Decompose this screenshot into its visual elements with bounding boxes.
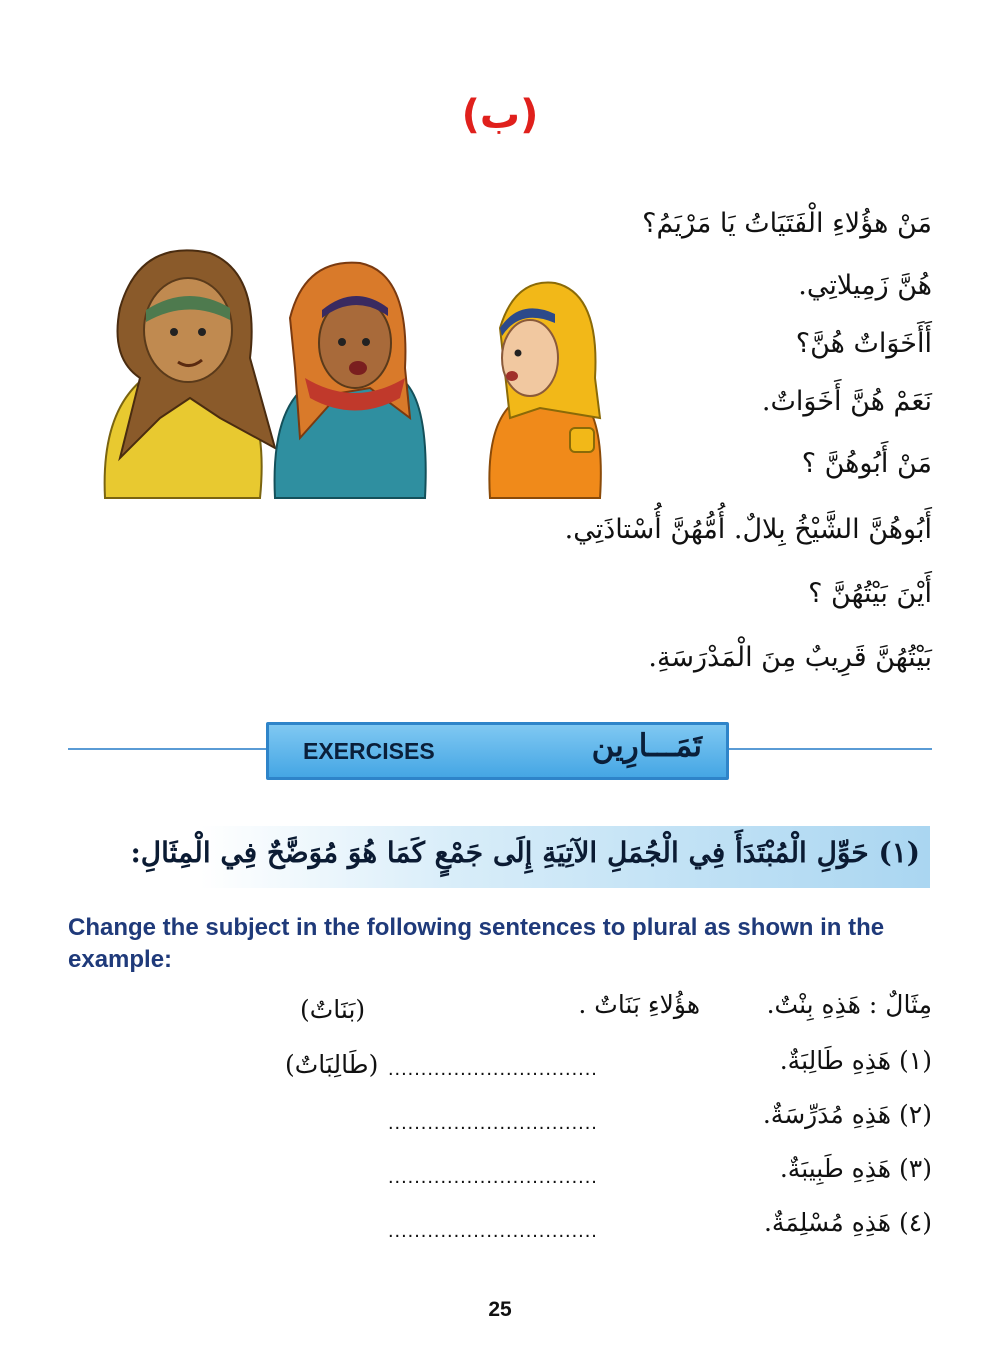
girl-right-figure xyxy=(489,283,600,498)
exercises-title-en: EXERCISES xyxy=(303,738,435,764)
dialogue-line: أَيْنَ بَيْتُهُنَّ ؟ xyxy=(808,578,932,609)
section-letter-heading: (ب) xyxy=(461,92,539,138)
exercise-hint: (طَالِبَاتٌ) xyxy=(285,1050,379,1079)
dialogue-line: أَأَخَوَاتٌ هُنَّ؟ xyxy=(795,328,932,359)
exercise-sentence: (٤) هَذِهِ مُسْلِمَةٌ. xyxy=(763,1208,932,1237)
dialogue-line: أَبُوهُنَّ الشَّيْخُ بِلالٌ. أُمُّهُنَّ أُسْتاذَتِي. xyxy=(564,514,932,545)
example-label: مِثَالٌ : هَذِهِ بِنْتٌ. xyxy=(766,990,932,1019)
question-1-instruction-ar: (١) حَوِّلِ الْمُبْتَدَأَ فِي الْجُمَلِ الآتِيَةِ إِلَى جَمْعٍ كَمَا هُوَ مُوَضَّحٌ فِي الْمِثَالِ: xyxy=(130,836,920,869)
exercise-sentence: (٣) هَذِهِ طَبِيبَةٌ. xyxy=(779,1154,932,1183)
dialogue-line: هُنَّ زَمِيلاتِي. xyxy=(798,270,932,301)
answer-blank[interactable]: ................................ xyxy=(388,1112,598,1134)
example-hint: (بَنَاتٌ) xyxy=(300,995,366,1024)
question-1-instruction-en: Change the subject in the following sentences to plural as shown in the example: xyxy=(68,914,885,973)
page-number: 25 xyxy=(488,1298,512,1321)
dialogue-line: بَيْتُهُنَّ قَرِيبٌ مِنَ الْمَدْرَسَةِ. xyxy=(648,642,932,673)
exercise-sentence: (٢) هَذِهِ مُدَرِّسَةٌ. xyxy=(762,1100,932,1129)
divider-right xyxy=(729,748,932,750)
dialogue-line: مَنْ أَبُوهُنَّ ؟ xyxy=(801,448,932,479)
dialogue-line: نَعَمْ هُنَّ أَخَوَاتٌ. xyxy=(761,386,932,417)
answer-blank[interactable]: ................................ xyxy=(388,1058,598,1080)
dialogue-line: مَنْ هؤُلاءِ الْفَتَيَاتُ يَا مَرْيَمُ؟ xyxy=(642,208,932,239)
example-answer: هؤُلاءِ بَنَاتٌ . xyxy=(578,990,700,1019)
exercises-banner xyxy=(266,722,729,780)
exercises-title-ar: تَمَـــارِين xyxy=(591,728,702,764)
answer-blank[interactable]: ................................ xyxy=(388,1220,598,1242)
exercise-sentence: (١) هَذِهِ طَالِبَةٌ. xyxy=(779,1046,932,1075)
three-girls-illustration xyxy=(100,248,620,508)
divider-left xyxy=(68,748,266,750)
girl-left-figure xyxy=(105,250,275,498)
question-1-banner xyxy=(130,826,930,888)
girl-middle-figure xyxy=(275,263,426,498)
answer-blank[interactable]: ................................ xyxy=(388,1166,598,1188)
